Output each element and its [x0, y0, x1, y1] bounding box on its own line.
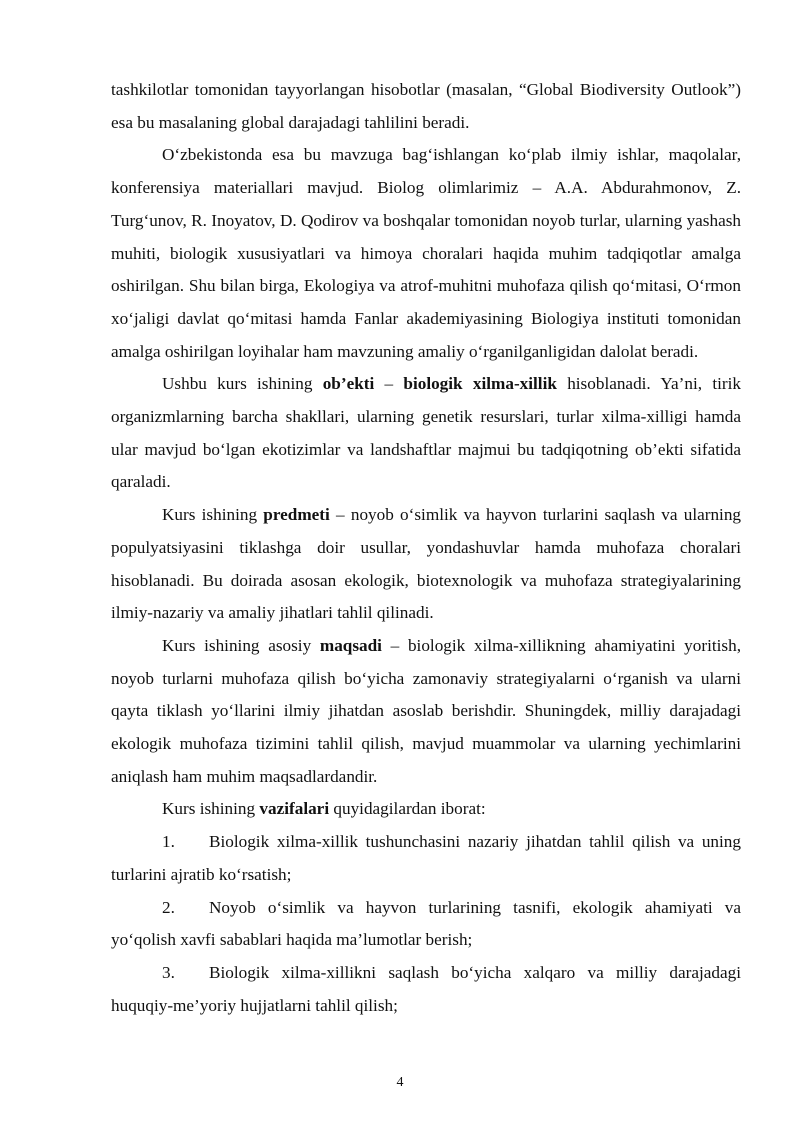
list-item-text: Noyob o‘simlik va hayvon turlarining tasnifi, ekologik ahamiyati va yo‘qolish xavfi sabablari haqida ma’lumotlar berish;: [111, 897, 741, 950]
tasks-intro-text: Kurs ishining: [162, 799, 260, 819]
document-page: [111, 74, 741, 1022]
list-item-number: 2.: [162, 897, 175, 917]
paragraph-literature-uzbekistan: O‘zbekistonda esa bu mavzuga bag‘ishlangan ko‘plab ilmiy ishlar, maqolalar, konferensiya materiallari mavjud. Biolog olimlarimiz – A.A. Abdurahmonov, Z. Turg‘unov, R. Inoyatov, D. Qodirov va boshqalar tomonidan noyob turlar, ularning yashash muhiti, biologik xususiyatlari va himoya choralari haqida muhim tadqiqotlar amalga oshirilgan. Shu bilan birga, Ekologiya va atrof-muhitni muhofaza qilish qo‘mitasi, O‘rmon xo‘jaligi davlat qo‘mitasi hamda Fanlar akademiyasining Biologiya instituti tomonidan amalga oshirilgan loyihalar ham mavzuning amaliy o‘rganilganligidan dalolat beradi.: [111, 145, 741, 361]
paragraph-tasks-intro: [111, 793, 741, 826]
tasks-intro-tail: quyidagilardan iborat:: [329, 799, 486, 819]
object-intro-text: Ushbu kurs ishining: [162, 374, 323, 394]
list-item: [111, 826, 741, 891]
paragraph-continuation: tashkilotlar tomonidan tayyorlangan hisobotlar (masalan, “Global Biodiversity Outlook”) esa bu masalaning global darajadagi tahlilini beradi.: [111, 80, 741, 132]
subject-intro-text: Kurs ishining: [162, 505, 264, 525]
list-item-text: Biologik xilma-xillik tushunchasini nazariy jihatdan tahlil qilish va uning turlarini ajratib ko‘rsatish;: [111, 832, 741, 884]
list-item-number: 3.: [162, 962, 175, 982]
list-item: [111, 957, 741, 1022]
object-definition: biologik xilma-xillik: [403, 374, 557, 394]
list-item: [111, 892, 741, 957]
tasks-term: vazifalari: [259, 799, 330, 819]
object-term: ob’ekti: [322, 374, 375, 394]
paragraph-subject: [111, 499, 741, 630]
object-description: hisoblanadi. Ya’ni, tirik organizmlarning barcha shakllari, ularning genetik resurslari, turlar xilma-xilligi hamda ular mavjud bo‘lgan ekotizimlar va landshaftlar majmui bu tadqiqotning ob’ekti sifatida qaraladi.: [111, 374, 741, 492]
page-number: 4: [396, 1075, 404, 1090]
list-item-text: Biologik xilma-xillikni saqlash bo‘yicha xalqaro va milliy darajadagi huquqiy-me’yoriy hujjatlarni tahlil qilish;: [111, 962, 741, 1015]
goal-term: maqsadi: [319, 635, 382, 655]
list-item-number: 1.: [162, 832, 175, 852]
paragraph-goal: [111, 630, 741, 794]
paragraph-object: [111, 368, 741, 499]
goal-intro-text: Kurs ishining asosiy: [162, 635, 320, 655]
goal-description: – biologik xilma-xillikning ahamiyatini yoritish, noyob turlarni muhofaza qilish bo‘yicha zamonaviy strategiyalarni o‘rganish va ularni qayta tiklash yo‘llarini ilmiy jihatdan asoslab berishdir. Shuningdek, milliy darajadagi ekologik muhofaza tizimini tahlil qilish, mavjud muammolar va ularning yechimlarini aniqlash ham muhim maqsadlardandir.: [111, 635, 741, 786]
object-dash: –: [374, 374, 404, 394]
subject-term: predmeti: [263, 505, 330, 525]
subject-description: – noyob o‘simlik va hayvon turlarini saqlash va ularning populyatsiyasini tiklashga doir usullar, yondashuvlar hamda muhofaza choralari hisoblanadi. Bu doirada asosan ekologik, biotexnologik va muhofaza strategiyalarining ilmiy-nazariy va amaliy jihatlari tahlil qilinadi.: [111, 505, 742, 623]
